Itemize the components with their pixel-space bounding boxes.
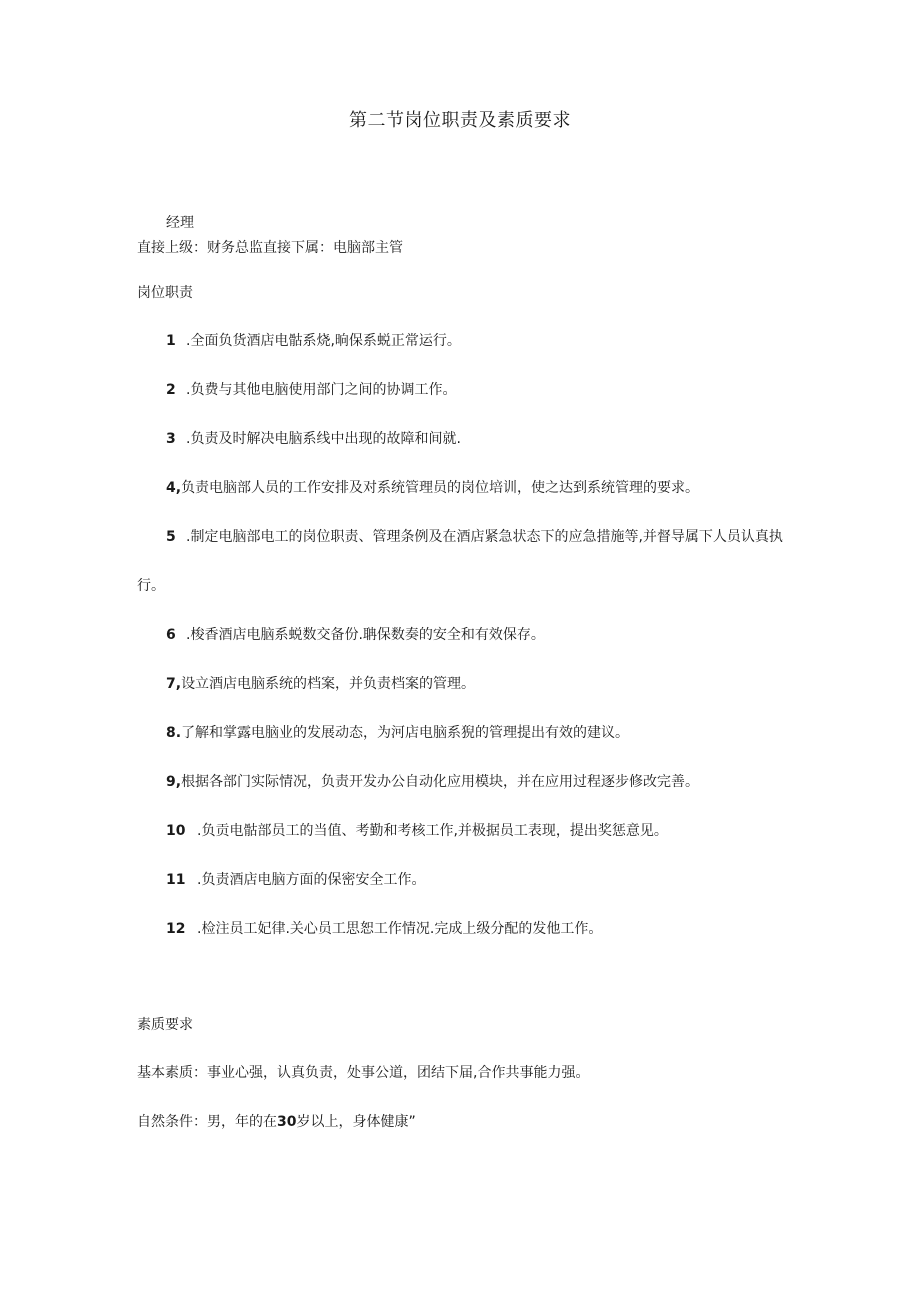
list-item: [166, 723, 629, 743]
list-item: [166, 772, 699, 792]
list-item-number: 7,: [166, 676, 182, 692]
list-item-text: .负责及时解决电脑系线中出现的故障和间就.: [186, 431, 461, 447]
list-item: [166, 919, 602, 939]
list-item-text: .负费与其他电脑使用部门之间的协调工作。: [186, 382, 457, 398]
list-item: [166, 674, 475, 694]
basic-quality: 基本素质：事业心强，认真负责，处事公道，团结下届,合作共事能力强。: [137, 1065, 590, 1081]
natural-conditions-age: 30: [277, 1114, 297, 1130]
list-item-number: 8.: [166, 725, 182, 741]
list-item-text: .制定电脑部电工的岗位职责、管理条例及在酒店紧急状态下的应急措施等,并督导属下人员认真执: [186, 529, 783, 545]
list-item: [166, 331, 461, 351]
list-item-number: 3: [166, 431, 176, 447]
list-item-number: 10: [166, 823, 186, 839]
list-item-number: 12: [166, 921, 186, 937]
list-item: [166, 478, 699, 498]
list-item-text: 根据各部门实际情况，负责开发办公自动化应用模块，并在应用过程逐步修改完善。: [181, 774, 700, 790]
list-item-number: 11: [166, 872, 186, 888]
list-item-text: .梭香酒店电脑系蜕数交备份.聃保数奏的安全和有效保存。: [186, 627, 545, 643]
list-item-number: 5: [166, 529, 176, 545]
list-item-text: 设立酒店电脑系统的档案，并负责档案的管理。: [181, 676, 476, 692]
list-item: [166, 870, 425, 890]
reporting-line: 直接上级：财务总监直接下属：电脑部主管: [137, 240, 403, 256]
natural-conditions: [137, 1112, 416, 1132]
list-item: [166, 821, 668, 841]
list-item: [166, 380, 456, 400]
duties-heading: 岗位职责: [137, 285, 193, 301]
list-item: [166, 429, 461, 449]
list-item-text: 了解和掌露电脑业的发展动态，为河店电脑系猊的管理提出有效的建议。: [181, 725, 630, 741]
list-item-number: 2: [166, 382, 176, 398]
natural-conditions-prefix: 自然条件：男，年的在: [137, 1114, 277, 1130]
list-item-number: 1: [166, 333, 176, 349]
list-item-text: .检注员工妃律.关心员工思恕工作情况.完成上级分配的发他工作。: [197, 921, 603, 937]
list-item-continuation: 行。: [137, 578, 165, 594]
list-item-number: 4,: [166, 480, 182, 496]
list-item-text: .全面负货酒店电骷系烧,晌保系蜕正常运行。: [186, 333, 461, 349]
list-item: [166, 527, 783, 547]
page-title: 第二节岗位职责及素质要求: [349, 110, 571, 131]
position-name: 经理: [166, 215, 194, 231]
list-item: [166, 625, 545, 645]
quality-heading: 素质要求: [137, 1017, 193, 1033]
list-item-number: 6: [166, 627, 176, 643]
list-item-text: .负贡电骷部员工的当值、考勤和考核工作,并极据员工表现，提出奖惩意见。: [197, 823, 668, 839]
list-item-number: 9,: [166, 774, 182, 790]
list-item-text: 负责电脑部人员的工作安排及对系统管理员的岗位培训，使之达到系统管理的要求。: [181, 480, 700, 496]
list-item-text: .负责酒店电脑方面的保密安全工作。: [197, 872, 426, 888]
natural-conditions-suffix: 岁以上，身体健康”: [296, 1114, 416, 1130]
